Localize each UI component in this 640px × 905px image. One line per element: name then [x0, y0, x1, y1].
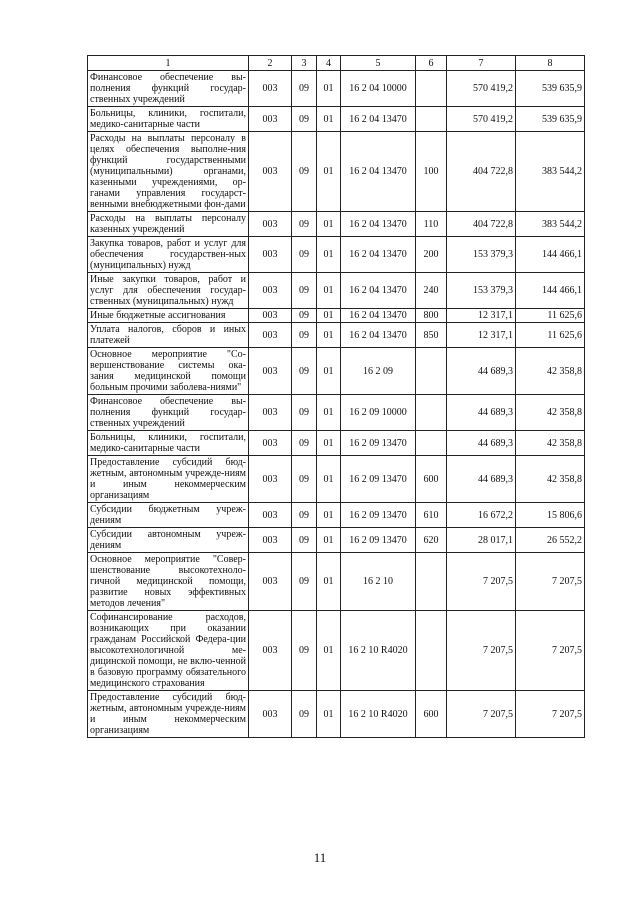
row-section-cell: 09: [292, 212, 317, 237]
row-subsection-cell: 01: [317, 273, 341, 309]
table-row: [88, 395, 585, 431]
row-section-cell: 09: [292, 528, 317, 553]
row-section-cell: 09: [292, 611, 317, 691]
row-section-cell: 09: [292, 553, 317, 611]
table-row: [88, 309, 585, 323]
row-amount-cell: 12 317,1: [447, 309, 516, 323]
row-amount-cell: 44 689,3: [447, 456, 516, 503]
row-name-cell: Закупка товаров, работ и услуг для обеспечения государствен-ных (муниципальных) нужд: [88, 237, 249, 273]
row-expense-type-cell: 610: [416, 503, 447, 528]
row-subsection-cell: 01: [317, 431, 341, 456]
row-target-article-cell: 16 2 09 13470: [341, 503, 416, 528]
row-amount-cell: 42 358,8: [516, 348, 585, 395]
row-code-cell: 003: [249, 553, 292, 611]
row-code-cell: 003: [249, 456, 292, 503]
row-name-cell: Расходы на выплаты персоналу в целях обеспечения выполне-ния функций государственными (муниципальными) органами, казенными учреждениями, ор-ганами управления государст-венными внебюджетными фон-дами: [88, 132, 249, 212]
row-section-cell: 09: [292, 431, 317, 456]
row-section-cell: 09: [292, 348, 317, 395]
row-code-cell: 003: [249, 132, 292, 212]
row-amount-cell: 144 466,1: [516, 237, 585, 273]
row-target-article-cell: 16 2 09 13470: [341, 431, 416, 456]
row-amount-cell: 153 379,3: [447, 237, 516, 273]
row-expense-type-cell: [416, 431, 447, 456]
row-subsection-cell: 01: [317, 237, 341, 273]
header-col-1: 1: [88, 56, 249, 71]
row-section-cell: 09: [292, 273, 317, 309]
row-amount-cell: 44 689,3: [447, 431, 516, 456]
row-amount-cell: 539 635,9: [516, 107, 585, 132]
row-amount-cell: 44 689,3: [447, 348, 516, 395]
header-col-6: 6: [416, 56, 447, 71]
table-row: [88, 323, 585, 348]
row-expense-type-cell: [416, 553, 447, 611]
row-subsection-cell: 01: [317, 691, 341, 738]
row-code-cell: 003: [249, 107, 292, 132]
row-expense-type-cell: 800: [416, 309, 447, 323]
row-amount-cell: 15 806,6: [516, 503, 585, 528]
row-code-cell: 003: [249, 431, 292, 456]
row-section-cell: 09: [292, 71, 317, 107]
row-code-cell: 003: [249, 237, 292, 273]
row-target-article-cell: 16 2 09 13470: [341, 456, 416, 503]
row-code-cell: 003: [249, 323, 292, 348]
row-expense-type-cell: 850: [416, 323, 447, 348]
row-subsection-cell: 01: [317, 456, 341, 503]
row-expense-type-cell: 240: [416, 273, 447, 309]
row-amount-cell: 383 544,2: [516, 132, 585, 212]
row-code-cell: 003: [249, 611, 292, 691]
row-amount-cell: 12 317,1: [447, 323, 516, 348]
row-subsection-cell: 01: [317, 309, 341, 323]
row-target-article-cell: 16 2 04 13470: [341, 273, 416, 309]
header-col-5: 5: [341, 56, 416, 71]
row-name-cell: Уплата налогов, сборов и иных платежей: [88, 323, 249, 348]
row-section-cell: 09: [292, 503, 317, 528]
row-section-cell: 09: [292, 395, 317, 431]
row-amount-cell: 42 358,8: [516, 395, 585, 431]
header-col-3: 3: [292, 56, 317, 71]
row-amount-cell: 7 207,5: [447, 691, 516, 738]
row-target-article-cell: 16 2 04 13470: [341, 212, 416, 237]
table-row: [88, 107, 585, 132]
row-expense-type-cell: [416, 71, 447, 107]
row-code-cell: 003: [249, 395, 292, 431]
row-amount-cell: 42 358,8: [516, 456, 585, 503]
header-col-8: 8: [516, 56, 585, 71]
row-target-article-cell: 16 2 10 R4020: [341, 691, 416, 738]
row-expense-type-cell: [416, 395, 447, 431]
row-amount-cell: 383 544,2: [516, 212, 585, 237]
table-row: [88, 237, 585, 273]
row-amount-cell: 404 722,8: [447, 212, 516, 237]
row-subsection-cell: 01: [317, 107, 341, 132]
header-row: [88, 56, 585, 71]
row-subsection-cell: 01: [317, 132, 341, 212]
row-name-cell: Софинансирование расходов, возникающих при оказании гражданам Российской Федера-ции высокотехнологичной ме-дицинской помощи, не вклю-ченной в базовую программу обязательного медицинского страхования: [88, 611, 249, 691]
row-section-cell: 09: [292, 237, 317, 273]
row-target-article-cell: 16 2 04 13470: [341, 107, 416, 132]
row-code-cell: 003: [249, 212, 292, 237]
row-subsection-cell: 01: [317, 395, 341, 431]
row-amount-cell: 11 625,6: [516, 323, 585, 348]
row-target-article-cell: 16 2 09 13470: [341, 528, 416, 553]
table-row: [88, 503, 585, 528]
row-code-cell: 003: [249, 273, 292, 309]
row-name-cell: Основное мероприятие "Совер-шенствование высокотехноло-гичной медицинской помощи, развитие новых эффективных методов лечения": [88, 553, 249, 611]
row-section-cell: 09: [292, 132, 317, 212]
row-expense-type-cell: [416, 107, 447, 132]
row-amount-cell: 7 207,5: [447, 553, 516, 611]
row-amount-cell: 44 689,3: [447, 395, 516, 431]
row-code-cell: 003: [249, 528, 292, 553]
row-subsection-cell: 01: [317, 528, 341, 553]
row-expense-type-cell: 620: [416, 528, 447, 553]
row-subsection-cell: 01: [317, 323, 341, 348]
row-amount-cell: 7 207,5: [516, 553, 585, 611]
row-target-article-cell: 16 2 10 R4020: [341, 611, 416, 691]
row-target-article-cell: 16 2 04 13470: [341, 323, 416, 348]
table-row: [88, 611, 585, 691]
row-section-cell: 09: [292, 107, 317, 132]
header-col-4: 4: [317, 56, 341, 71]
row-target-article-cell: 16 2 09: [341, 348, 416, 395]
row-target-article-cell: 16 2 04 13470: [341, 237, 416, 273]
row-name-cell: Финансовое обеспечение вы-полнения функций государ-ственных учреждений: [88, 71, 249, 107]
table-row: [88, 691, 585, 738]
row-subsection-cell: 01: [317, 503, 341, 528]
row-expense-type-cell: 110: [416, 212, 447, 237]
row-name-cell: Основное мероприятие "Со-вершенствование системы ока-зания медицинской помощи больным прочими заболева-ниями": [88, 348, 249, 395]
row-amount-cell: 539 635,9: [516, 71, 585, 107]
row-expense-type-cell: 100: [416, 132, 447, 212]
row-section-cell: 09: [292, 456, 317, 503]
row-amount-cell: 570 419,2: [447, 71, 516, 107]
row-target-article-cell: 16 2 09 10000: [341, 395, 416, 431]
row-subsection-cell: 01: [317, 71, 341, 107]
table-row: [88, 132, 585, 212]
row-amount-cell: 570 419,2: [447, 107, 516, 132]
row-amount-cell: 7 207,5: [516, 611, 585, 691]
row-name-cell: Предоставление субсидий бюд-жетным, автономным учрежде-ниям и иным некоммерческим организациям: [88, 456, 249, 503]
row-name-cell: Больницы, клиники, госпитали, медико-санитарные части: [88, 107, 249, 132]
row-name-cell: Расходы на выплаты персоналу казенных учреждений: [88, 212, 249, 237]
row-code-cell: 003: [249, 348, 292, 395]
row-target-article-cell: 16 2 04 10000: [341, 71, 416, 107]
row-amount-cell: 26 552,2: [516, 528, 585, 553]
row-name-cell: Финансовое обеспечение вы-полнения функций государ-ственных учреждений: [88, 395, 249, 431]
table-row: [88, 456, 585, 503]
header-col-7: 7: [447, 56, 516, 71]
row-name-cell: Иные закупки товаров, работ и услуг для обеспечения государ-ственных (муниципальных) нужд: [88, 273, 249, 309]
row-code-cell: 003: [249, 309, 292, 323]
row-amount-cell: 28 017,1: [447, 528, 516, 553]
row-expense-type-cell: 600: [416, 691, 447, 738]
row-section-cell: 09: [292, 323, 317, 348]
table-row: [88, 553, 585, 611]
row-subsection-cell: 01: [317, 212, 341, 237]
row-code-cell: 003: [249, 71, 292, 107]
row-section-cell: 09: [292, 309, 317, 323]
row-name-cell: Больницы, клиники, госпитали, медико-санитарные части: [88, 431, 249, 456]
table-row: [88, 273, 585, 309]
row-name-cell: Иные бюджетные ассигнования: [88, 309, 249, 323]
budget-table: [87, 55, 585, 738]
row-subsection-cell: 01: [317, 348, 341, 395]
page-number: 11: [313, 850, 327, 865]
row-target-article-cell: 16 2 04 13470: [341, 309, 416, 323]
row-amount-cell: 144 466,1: [516, 273, 585, 309]
row-code-cell: 003: [249, 691, 292, 738]
row-amount-cell: 16 672,2: [447, 503, 516, 528]
row-amount-cell: 7 207,5: [447, 611, 516, 691]
row-expense-type-cell: [416, 348, 447, 395]
row-amount-cell: 153 379,3: [447, 273, 516, 309]
row-expense-type-cell: [416, 611, 447, 691]
header-col-2: 2: [249, 56, 292, 71]
row-amount-cell: 11 625,6: [516, 309, 585, 323]
table-row: [88, 71, 585, 107]
row-expense-type-cell: 200: [416, 237, 447, 273]
row-name-cell: Предоставление субсидий бюд-жетным, автономным учрежде-ниям и иным некоммерческим организациям: [88, 691, 249, 738]
row-amount-cell: 404 722,8: [447, 132, 516, 212]
row-amount-cell: 42 358,8: [516, 431, 585, 456]
row-name-cell: Субсидии бюджетным учреж-дениям: [88, 503, 249, 528]
table-row: [88, 348, 585, 395]
row-subsection-cell: 01: [317, 553, 341, 611]
row-section-cell: 09: [292, 691, 317, 738]
row-amount-cell: 7 207,5: [516, 691, 585, 738]
row-name-cell: Субсидии автономным учреж-дениям: [88, 528, 249, 553]
row-target-article-cell: 16 2 04 13470: [341, 132, 416, 212]
row-target-article-cell: 16 2 10: [341, 553, 416, 611]
row-expense-type-cell: 600: [416, 456, 447, 503]
row-code-cell: 003: [249, 503, 292, 528]
table-row: [88, 212, 585, 237]
table-row: [88, 528, 585, 553]
row-subsection-cell: 01: [317, 611, 341, 691]
table-row: [88, 431, 585, 456]
